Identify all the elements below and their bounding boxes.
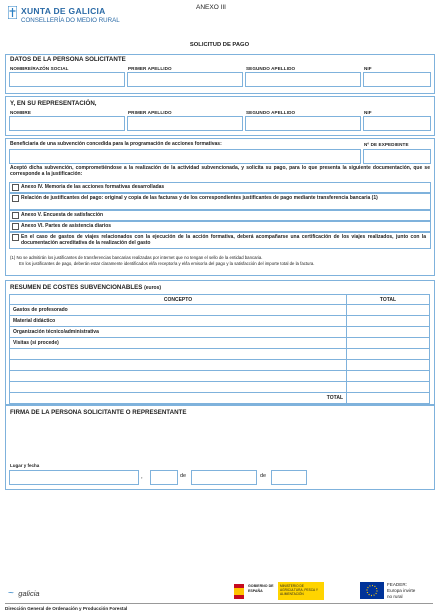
xunta-shield-icon [8,6,17,19]
rep-nombre-label: NOMBRE [10,110,32,115]
concept-cell[interactable] [10,360,347,371]
total-header: TOTAL [347,295,430,305]
doc-item-row [9,210,431,221]
rep-nif-label: NIF [364,110,372,115]
de-sep-1: de [180,473,187,479]
resumen-section [5,280,435,406]
concept-cell[interactable] [10,382,347,393]
doc-item-row [9,221,431,232]
galicia-mark-icon: ~ [8,588,14,599]
year-field[interactable] [271,470,307,485]
concept-cell[interactable] [10,349,347,360]
total-cell[interactable] [347,316,430,327]
note-2: En los justificantes de pago, deberán estar claramente identificados el/la receptor/a y el/la emisor/a del pago y la satisfacción del importe total de la factura. [19,261,315,266]
solicitante-section [5,54,435,94]
resumen-title-text: RESUMEN DE COSTES SUBVENCIONABLES [10,284,143,291]
table-row [10,327,430,338]
subvencion-field[interactable] [9,149,361,164]
concepto-header: CONCEPTO [10,295,347,305]
table-row [10,382,430,393]
table-row [10,349,430,360]
doc-item-checkbox[interactable] [12,184,19,191]
expediente-field[interactable] [363,149,431,164]
segundo-apellido-label: SEGUNDO APELLIDO [246,66,296,71]
doc-item-row [9,193,431,210]
primer-apellido-field[interactable] [127,72,243,87]
grand-total-cell[interactable] [347,393,430,404]
firma-title: FIRMA DE LA PERSONA SOLICITANTE O REPRESENTANTE [10,409,187,416]
doc-item-row [9,182,431,193]
total-cell[interactable] [347,327,430,338]
doc-item-row [9,232,431,249]
expediente-label: Nº DE EXPEDIENTE [364,142,409,147]
concept-cell: Visitas (si procede) [10,338,347,349]
doc-item-label: En el caso de gastos de viajes relacionados con la ejecución de la acción formativa, deberá acompañarse una certificación de los viajes realizados, junto con la documentación acreditativa de la realización del gasto [21,234,426,247]
doc-item-checkbox[interactable] [12,234,19,241]
rep-primer-apellido-field[interactable] [127,116,243,131]
total-cell[interactable] [347,349,430,360]
doc-item-label: Anexo VI. Partes de asistencia diarios [21,223,112,229]
representacion-section [5,96,435,136]
nif-label: NIF [364,66,372,71]
feader-text-1: FEADER: [387,582,407,587]
annex-label: ANEXO III [196,4,226,11]
doc-item-checkbox[interactable] [12,212,19,219]
concept-cell: Organización técnico/administrativa [10,327,347,338]
feader-text-2: Europa invirte [387,588,416,593]
doc-title: SOLICITUD DE PAGO [189,42,250,48]
total-row [10,393,430,404]
primer-apellido-label: PRIMER APELLIDO [128,66,172,71]
costes-table [9,294,430,404]
total-cell[interactable] [347,360,430,371]
doc-item-label: Anexo V. Encuesta de satisfacción [21,212,104,218]
lugar-fecha-label: Lugar y fecha [10,463,40,468]
beneficiaria-section [5,138,435,276]
firma-section [5,404,435,490]
table-row [10,360,430,371]
comma-sep: , [141,474,143,480]
day-field[interactable] [150,470,178,485]
solicitante-title: DATOS DE LA PERSONA SOLICITANTE [10,56,126,63]
table-row [10,305,430,316]
concept-cell: Gastos de profesorado [10,305,347,316]
rep-primer-apellido-label: PRIMER APELLIDO [128,110,172,115]
beneficiaria-label: Beneficiaria de una subvención concedida para la programación de acciones formativas: [10,141,222,147]
xunta-logo [8,6,17,19]
nif-field[interactable] [363,72,431,87]
total-cell[interactable] [347,382,430,393]
representacion-title: Y, EN SU REPRESENTACIÓN, [10,100,97,107]
segundo-apellido-field[interactable] [245,72,361,87]
spain-gov-logo [233,581,325,603]
gov-text: GOBIERNO DE ESPAÑA [248,584,274,593]
lugar-field[interactable] [9,470,139,485]
total-cell[interactable] [347,338,430,349]
rep-segundo-apellido-field[interactable] [245,116,361,131]
direction-text: Dirección General de Ordenación y Producción Forestal [5,606,128,611]
rep-nif-field[interactable] [363,116,431,131]
org-name: XUNTA DE GALICIA [21,6,106,16]
total-cell[interactable] [347,371,430,382]
galicia-logo [8,583,40,601]
doc-item-label: Relación de justificantes del pago: original y copia de las facturas y de los correspondientes justificantes de pago mediante transferencia bancaria (1) [21,195,378,201]
acepto-text: Aceptó dicha subvención, comprometiéndose a la realización de la actividad subvencionada, y solicita su pago, para lo que presenta la siguiente documentación, que se corresponde a la justificación: [10,165,430,178]
concept-cell: Material didáctico [10,316,347,327]
eu-flag-icon [360,582,384,599]
resumen-title-unit: (euros) [144,285,162,291]
de-sep-2: de [260,473,267,479]
nombre-razon-label: NOMBRE/RAZÓN SOCIAL [10,66,69,71]
doc-item-label: Anexo IV. Memoria de las acciones formativas desarrolladas [21,184,165,190]
month-field[interactable] [191,470,257,485]
total-cell[interactable] [347,305,430,316]
footer-divider [5,603,433,604]
rep-nombre-field[interactable] [9,116,125,131]
total-row-label: TOTAL [10,393,347,404]
doc-item-checkbox[interactable] [12,223,19,230]
table-row [10,371,430,382]
table-row [10,316,430,327]
ministry-text: MINISTERIO DE AGRICULTURA, PESCA Y ALIMENTACIÓN [280,584,318,596]
doc-item-checkbox[interactable] [12,195,19,202]
feader-text-3: no rural [387,594,403,599]
resumen-title [10,284,161,291]
concept-cell[interactable] [10,371,347,382]
table-row [10,338,430,349]
spain-coat-of-arms-icon [233,583,245,600]
costes-header-row [10,295,430,305]
rep-segundo-apellido-label: SEGUNDO APELLIDO [246,110,296,115]
dept-name: CONSELLERÍA DO MEDIO RURAL [21,17,120,24]
nombre-razon-field[interactable] [9,72,125,87]
galicia-logo-text: galicia [18,589,40,598]
note-1: (1) No se admitirán los justificantes de transferencias bancarias realizadas por internet que no tengan el sello de la entidad bancaria. [10,255,263,260]
